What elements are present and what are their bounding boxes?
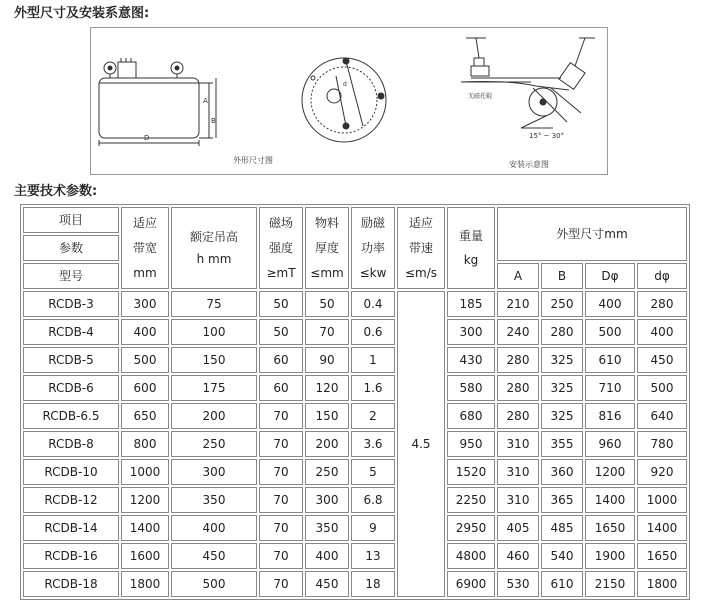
cell-width: 800 xyxy=(121,431,169,457)
cell-model: RCDB-4 xyxy=(23,319,119,345)
cell-A: 210 xyxy=(497,291,539,317)
cell-d: 1400 xyxy=(637,515,687,541)
cell-weight: 1520 xyxy=(447,459,495,485)
cell-weight: 430 xyxy=(447,347,495,373)
cell-A: 530 xyxy=(497,571,539,597)
table-row xyxy=(23,431,687,457)
cell-power: 13 xyxy=(351,543,395,569)
cell-height: 100 xyxy=(171,319,257,345)
hdr-param: 参数 xyxy=(23,235,119,261)
cell-width: 1000 xyxy=(121,459,169,485)
cell-power: 2 xyxy=(351,403,395,429)
hdr-D: Dφ xyxy=(585,263,635,289)
table-row xyxy=(23,403,687,429)
cell-model: RCDB-16 xyxy=(23,543,119,569)
cell-B: 325 xyxy=(541,403,583,429)
heading-params: 主要技术参数: xyxy=(14,184,98,199)
cell-d: 1800 xyxy=(637,571,687,597)
cell-field: 60 xyxy=(259,375,303,401)
cell-width: 400 xyxy=(121,319,169,345)
cell-d: 450 xyxy=(637,347,687,373)
cell-model: RCDB-12 xyxy=(23,487,119,513)
cell-weight: 680 xyxy=(447,403,495,429)
hdr-height: 额定吊高 h mm xyxy=(171,207,257,289)
hdr-A: A xyxy=(497,263,539,289)
cell-d: 1650 xyxy=(637,543,687,569)
cell-speed: 4.5 xyxy=(397,291,445,597)
cell-thick: 150 xyxy=(305,403,349,429)
angle-label: 15° ~ 30° xyxy=(529,132,565,140)
cell-weight: 6900 xyxy=(447,571,495,597)
caption-outline: 外形尺寸图 xyxy=(233,156,273,165)
cell-power: 3.6 xyxy=(351,431,395,457)
hdr-weight: 重量 kg xyxy=(447,207,495,289)
cell-D: 710 xyxy=(585,375,635,401)
cell-D: 1400 xyxy=(585,487,635,513)
cell-thick: 400 xyxy=(305,543,349,569)
cell-power: 18 xyxy=(351,571,395,597)
cell-A: 310 xyxy=(497,459,539,485)
cell-B: 485 xyxy=(541,515,583,541)
dim-d-label: d xyxy=(343,81,347,88)
hdr-thick: 物料 厚度 ≤mm xyxy=(305,207,349,289)
cell-thick: 450 xyxy=(305,571,349,597)
cell-height: 200 xyxy=(171,403,257,429)
cell-B: 325 xyxy=(541,347,583,373)
cell-height: 300 xyxy=(171,459,257,485)
cell-model: RCDB-6.5 xyxy=(23,403,119,429)
cell-power: 1 xyxy=(351,347,395,373)
cell-D: 960 xyxy=(585,431,635,457)
cell-width: 1600 xyxy=(121,543,169,569)
cell-power: 5 xyxy=(351,459,395,485)
cell-model: RCDB-3 xyxy=(23,291,119,317)
cell-model: RCDB-8 xyxy=(23,431,119,457)
cell-model: RCDB-5 xyxy=(23,347,119,373)
cell-power: 9 xyxy=(351,515,395,541)
cell-weight: 950 xyxy=(447,431,495,457)
cell-B: 540 xyxy=(541,543,583,569)
roller-label: 无磁托辊 xyxy=(468,93,493,100)
table-row xyxy=(23,291,687,317)
cell-d: 280 xyxy=(637,291,687,317)
cell-weight: 185 xyxy=(447,291,495,317)
cell-B: 280 xyxy=(541,319,583,345)
cell-D: 1900 xyxy=(585,543,635,569)
table-row xyxy=(23,459,687,485)
cell-B: 365 xyxy=(541,487,583,513)
cell-A: 405 xyxy=(497,515,539,541)
cell-d: 920 xyxy=(637,459,687,485)
cell-weight: 2950 xyxy=(447,515,495,541)
cell-height: 500 xyxy=(171,571,257,597)
cell-B: 360 xyxy=(541,459,583,485)
cell-height: 400 xyxy=(171,515,257,541)
cell-thick: 120 xyxy=(305,375,349,401)
dim-A-label: A xyxy=(203,97,208,105)
cell-A: 460 xyxy=(497,543,539,569)
cell-A: 240 xyxy=(497,319,539,345)
side-view xyxy=(99,58,216,146)
cell-field: 70 xyxy=(259,403,303,429)
cell-field: 50 xyxy=(259,319,303,345)
cell-A: 280 xyxy=(497,347,539,373)
cell-A: 280 xyxy=(497,375,539,401)
cell-height: 150 xyxy=(171,347,257,373)
cell-power: 1.6 xyxy=(351,375,395,401)
diagram-drawing xyxy=(91,28,607,174)
table-row xyxy=(23,347,687,373)
table-row xyxy=(23,319,687,345)
dim-D-label: D xyxy=(144,134,150,142)
cell-B: 250 xyxy=(541,291,583,317)
cell-d: 400 xyxy=(637,319,687,345)
caption-install: 安装示意图 xyxy=(509,160,549,169)
cell-height: 175 xyxy=(171,375,257,401)
hdr-dims: 外型尺寸mm xyxy=(497,207,687,261)
cell-D: 2150 xyxy=(585,571,635,597)
cell-thick: 90 xyxy=(305,347,349,373)
cell-width: 1800 xyxy=(121,571,169,597)
cell-field: 70 xyxy=(259,571,303,597)
hdr-d: dφ xyxy=(637,263,687,289)
cell-B: 355 xyxy=(541,431,583,457)
cell-D: 500 xyxy=(585,319,635,345)
cell-weight: 300 xyxy=(447,319,495,345)
cell-weight: 580 xyxy=(447,375,495,401)
table-row xyxy=(23,487,687,513)
hdr-model: 型号 xyxy=(23,263,119,289)
cell-d: 1000 xyxy=(637,487,687,513)
install-view xyxy=(461,38,595,128)
hdr-B: B xyxy=(541,263,583,289)
cell-B: 610 xyxy=(541,571,583,597)
hdr-power: 励磁 功率 ≤kw xyxy=(351,207,395,289)
cell-width: 1400 xyxy=(121,515,169,541)
cell-height: 350 xyxy=(171,487,257,513)
cell-field: 70 xyxy=(259,459,303,485)
cell-weight: 4800 xyxy=(447,543,495,569)
cell-field: 60 xyxy=(259,347,303,373)
cell-power: 0.4 xyxy=(351,291,395,317)
cell-field: 70 xyxy=(259,431,303,457)
cell-model: RCDB-14 xyxy=(23,515,119,541)
hdr-item: 项目 xyxy=(23,207,119,233)
cell-height: 75 xyxy=(171,291,257,317)
table-row xyxy=(23,375,687,401)
cell-D: 1200 xyxy=(585,459,635,485)
cell-thick: 350 xyxy=(305,515,349,541)
cell-width: 1200 xyxy=(121,487,169,513)
cell-D: 1650 xyxy=(585,515,635,541)
cell-width: 300 xyxy=(121,291,169,317)
cell-thick: 250 xyxy=(305,459,349,485)
cell-model: RCDB-10 xyxy=(23,459,119,485)
hdr-width: 适应 带宽 mm xyxy=(121,207,169,289)
cell-weight: 2250 xyxy=(447,487,495,513)
cell-height: 250 xyxy=(171,431,257,457)
cell-A: 310 xyxy=(497,487,539,513)
cell-width: 500 xyxy=(121,347,169,373)
table-row xyxy=(23,543,687,569)
cell-d: 780 xyxy=(637,431,687,457)
cell-thick: 50 xyxy=(305,291,349,317)
diagram-panel xyxy=(90,27,608,175)
hdr-field: 磁场 强度 ≥mT xyxy=(259,207,303,289)
cell-B: 325 xyxy=(541,375,583,401)
cell-D: 816 xyxy=(585,403,635,429)
cell-power: 0.6 xyxy=(351,319,395,345)
spec-table xyxy=(20,204,690,600)
hdr-speed: 适应 带速 ≤m/s xyxy=(397,207,445,289)
cell-thick: 200 xyxy=(305,431,349,457)
cell-height: 450 xyxy=(171,543,257,569)
cell-model: RCDB-6 xyxy=(23,375,119,401)
cell-width: 600 xyxy=(121,375,169,401)
cell-d: 500 xyxy=(637,375,687,401)
cell-model: RCDB-18 xyxy=(23,571,119,597)
cell-A: 280 xyxy=(497,403,539,429)
cell-field: 50 xyxy=(259,291,303,317)
table-row xyxy=(23,515,687,541)
cell-A: 310 xyxy=(497,431,539,457)
front-view xyxy=(302,58,386,142)
cell-width: 650 xyxy=(121,403,169,429)
cell-thick: 300 xyxy=(305,487,349,513)
cell-d: 640 xyxy=(637,403,687,429)
cell-D: 400 xyxy=(585,291,635,317)
cell-field: 70 xyxy=(259,515,303,541)
dim-B-label: B xyxy=(211,117,216,125)
cell-thick: 70 xyxy=(305,319,349,345)
cell-field: 70 xyxy=(259,487,303,513)
heading-diagram: 外型尺寸及安装系意图: xyxy=(14,6,150,21)
table-row xyxy=(23,571,687,597)
cell-power: 6.8 xyxy=(351,487,395,513)
cell-field: 70 xyxy=(259,543,303,569)
cell-D: 610 xyxy=(585,347,635,373)
